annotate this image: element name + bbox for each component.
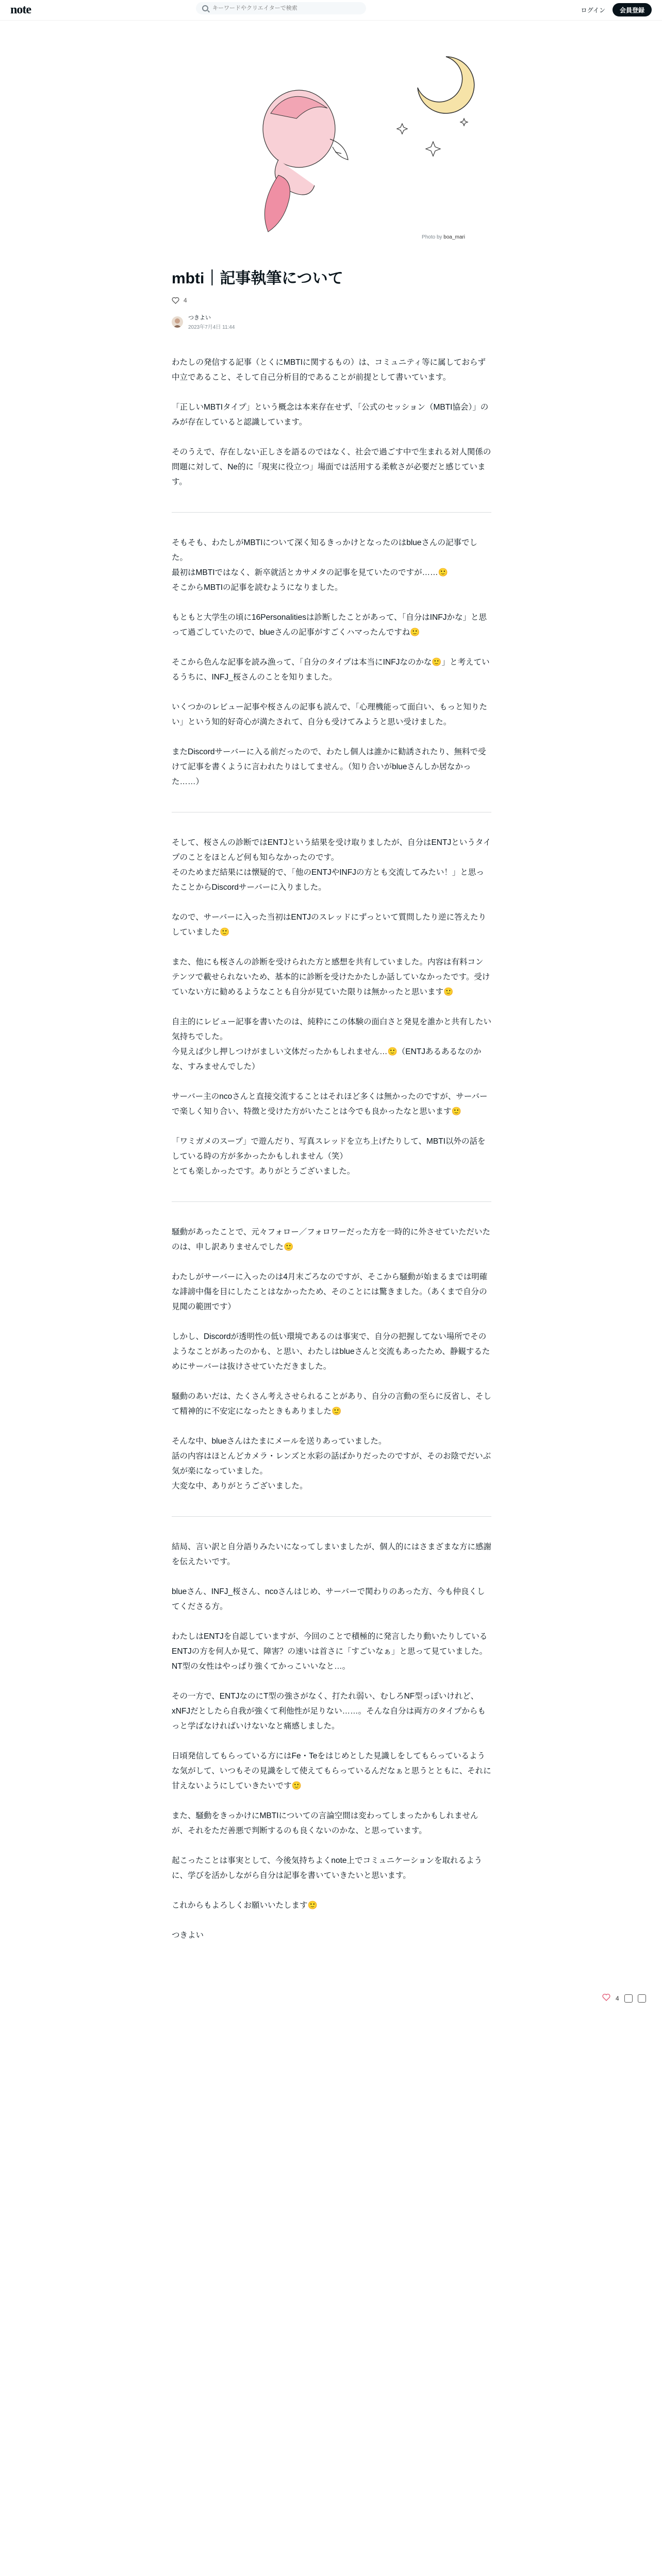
header-actions xyxy=(581,3,652,16)
share-icon[interactable] xyxy=(638,1994,646,2003)
article xyxy=(172,268,491,2005)
heart-icon[interactable] xyxy=(172,297,179,304)
paragraph: もともと大学生の頃に16Personalitiesは診断したことがあって、「自分はINFJかな」と思って過ごしていたので、blueさんの記事がすごくハマったんですね🙂 xyxy=(172,613,487,637)
paragraph: 起こったことは事実として、今後気持ちよくnote上でコミュニケーションを取れるように、学びを活かしながら自分は記事を書いていきたいと思います。 xyxy=(172,1856,483,1880)
body-section-background xyxy=(172,535,491,789)
photo-credit-author[interactable]: boa_mari xyxy=(443,234,465,240)
paragraph: そもそも、わたしがMBTIについて深く知るきっかけとなったのはblueさんの記事でした。 最初はMBTIではなく、新卒就活とカサメタの記事を見ていたのですが……🙂 そこからMBTIの記事を読むようになりました。 xyxy=(172,538,478,592)
paragraph: 「正しいMBTIタイプ」という概念は本来存在せず、「公式のセッション（MBTI協会）」のみが存在していると認識しています。 xyxy=(172,403,489,427)
paragraph: 自主的にレビュー記事を書いたのは、純粋にこの体験の面白さと発見を誰かと共有したい気持ちでした。 今見えば少し押しつけがましい文体だったかもしれません…🙂（ENTJあるあるなのかな、すみませんでした） xyxy=(172,1018,492,1071)
divider xyxy=(172,512,491,513)
divider xyxy=(172,1201,491,1202)
body-section-intro xyxy=(172,355,491,489)
paragraph: 騒動があったことで、元々フォロー／フォロワーだった方を一時的に外させていただいたのは、申し訳ありませんでした🙂 xyxy=(172,1228,490,1251)
paragraph: そんな中、blueさんはたまにメールを送りあっていました。 話の内容はほとんどカメラ・レンズと水彩の話ばかりだったのですが、そのお陰でだいぶ気が楽になっていました。 大変な中、ありがとうございました。 xyxy=(172,1437,491,1490)
floating-actions xyxy=(602,1994,646,2003)
hero-illustration xyxy=(175,41,495,242)
paragraph: わたしはENTJを自認していますが、今回のことで積極的に発言したり動いたりしているENTJの方を何人か見て、障害？の速いは首さに「すごいなぁ」と思って見ていました。NT型の女性はやっぱり強くてかっこいいなと…。 xyxy=(172,1632,488,1671)
paragraph: いくつかのレビュー記事や桜さんの記事も読んで、「心理機能って面白い、もっと知りたい」という知的好奇心が満たされて、自分も受けてみようと思い受けました。 xyxy=(172,703,487,726)
paragraph: またDiscordサーバーに入る前だったので、わたし個人は誰かに勧誘されたり、無料で受けて記事を書くように言われたりはしてません。（知り合いがblueさんしか居なかった……） xyxy=(172,748,486,786)
author-name[interactable]: つきよい xyxy=(188,315,211,321)
article-like-row xyxy=(172,297,491,304)
search-input[interactable] xyxy=(212,5,357,11)
paragraph: 結局、言い訳と自分語りみたいになってしまいましたが、個人的にはさまざまな方に感謝を伝えたいです。 xyxy=(172,1543,492,1566)
side-like-count: 4 xyxy=(616,1994,619,2002)
paragraph: わたしの発信する記事（とくにMBTIに関するもの）は、コミュニティ等に属しておらず中立であること、そして自己分析目的であることが前提として書いています。 xyxy=(172,358,486,382)
article-title: mbti｜記事執筆について xyxy=(172,270,343,287)
body-section-incident xyxy=(172,1225,491,1494)
paragraph: なので、サーバーに入った当初はENTJのスレッドにずっといて質問したり逆に答えたりしていました🙂 xyxy=(172,913,487,937)
search-bar[interactable] xyxy=(196,2,366,14)
search-icon xyxy=(202,5,208,11)
paragraph: 日頃発信してもらっている方にはFe・Teをはじめとした見識しをしてもらっているような気がして、いつもその見識をして使えてもらっているんだなぁと思うとともに、それに甘えないようにしていきたいです🙂 xyxy=(172,1752,491,1790)
paragraph: その一方で、ENTJなのにT型の強さがなく、打たれ弱い、むしろNF型っぽいけれど、xNFJだとしたら自我が強くて利他性が足りない……。そんな自分は両方のタイプからもっと学ばなければいけないなと痛感しました。 xyxy=(172,1692,486,1731)
paragraph: そこから色んな記事を読み漁って、「自分のタイプは本当にINFJなのかな🙂」と考えているうちに、INFJ_桜さんのことを知りました。 xyxy=(172,658,490,682)
body-section-server xyxy=(172,835,491,1179)
photo-credit-prefix: Photo by xyxy=(422,234,442,240)
post-date: 2023年7月4日 11:44 xyxy=(188,325,235,330)
article-body xyxy=(172,355,491,1943)
side-heart-icon[interactable] xyxy=(602,1994,610,2003)
paragraph: また、他にも桜さんの診断を受けられた方と感想を共有していました。内容は有料コンテンツで載せられないため、基本的に診断を受けたかたしか話していなかったです。受けていない方に勧めるようなことも自分が見ていた限りは無かったと思います🙂 xyxy=(172,958,490,996)
paragraph: わたしがサーバーに入ったのは4月末ごろなのですが、そこから騒動が始まるまでは明確な誹謗中傷を目にしたことはなかったため、そのことには驚きました。（あくまで自分の見聞の範囲です） xyxy=(172,1273,488,1311)
paragraph: そして、桜さんの診断ではENTJという結果を受け取りましたが、自分はENTJというタイプのことをほとんど何も知らなかったのです。 そのためまだ結果には懐疑的で、「他のENTJやINFJの方とも交流してみたい！」と思ったことからDiscordサーバーに入りました。 xyxy=(172,838,491,892)
paragraph: 「ワミガメのスープ」で遊んだり、写真スレッドを立ち上げたりして、MBTI以外の話をしている時の方が多かったかもしれません（笑） とても楽しかったです。ありがとうございました。 xyxy=(172,1137,486,1176)
signature: つきよい xyxy=(172,1931,204,1940)
paragraph: これからもよろしくお願いいたします🙂 xyxy=(172,1901,318,1910)
comment-icon[interactable] xyxy=(624,1994,633,2003)
global-header xyxy=(0,0,662,21)
paragraph: 騒動のあいだは、たくさん考えさせられることがあり、自分の言動の至らに反省し、そして精神的に不安定になったときもありました🙂 xyxy=(172,1392,492,1416)
note-logo[interactable]: note xyxy=(10,3,31,16)
hero-image xyxy=(175,41,495,242)
paragraph: そのうえで、存在しない正しさを語るのではなく、社会で過ごす中で生まれる対人関係の問題に対して、Ne的に「現実に役立つ」場面では活用する柔軟さが必要だと感じています。 xyxy=(172,448,491,486)
author-meta xyxy=(188,313,235,330)
paragraph: また、騒動をきっかけにMBTIについての言論空間は変わってしまったかもしれませんが、それをただ善悪で判断するのも良くないのかな、と思っています。 xyxy=(172,1811,478,1835)
avatar[interactable] xyxy=(172,316,183,328)
author-row[interactable] xyxy=(172,313,491,330)
paragraph: しかし、Discordが透明性の低い環境であるのは事実で、自分の把握してない場所でそのようなことがあったのかも、と思い、わたしはblueさんと交流もあったため、静観するためにサーバーは抜けさせていただきました。 xyxy=(172,1332,490,1371)
avatar-illustration xyxy=(172,316,183,328)
paragraph: サーバー主のncoさんと直接交流することはそれほど多くは無かったのですが、サーバーで楽しく知り合い、特徴と受けた方がいたことは今でも良かったなと思います🙂 xyxy=(172,1092,488,1116)
divider xyxy=(172,1516,491,1517)
signup-button[interactable]: 会員登録 xyxy=(613,3,652,16)
body-section-thanks xyxy=(172,1539,491,1913)
login-link[interactable]: ログイン xyxy=(581,6,605,14)
photo-credit xyxy=(422,234,465,240)
like-count: 4 xyxy=(184,297,187,304)
paragraph: blueさん、INFJ_桜さん、ncoさんはじめ、サーバーで関わりのあった方、今も仲良くしてくださる方。 xyxy=(172,1587,485,1611)
